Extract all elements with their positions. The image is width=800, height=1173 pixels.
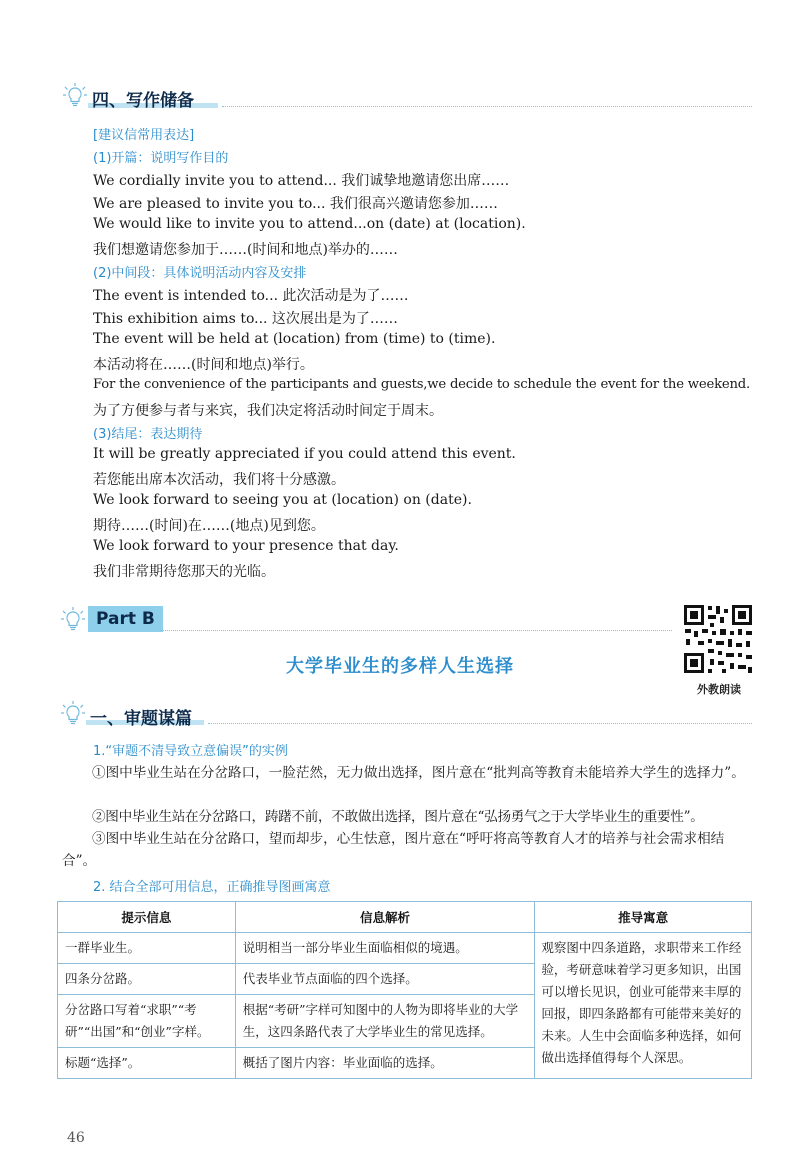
analysis-cell: 代表毕业节点面临的四个选择。 bbox=[235, 964, 535, 995]
dotted-divider bbox=[222, 106, 752, 107]
hint-cell: 四条分岔路。 bbox=[58, 964, 236, 995]
part-b-label: Part B bbox=[88, 606, 163, 632]
hint-cell: 分岔路口写着“求职”“考研”“出国”和“创业”字样。 bbox=[58, 995, 236, 1048]
conclusion-cell: 观察图中四条道路，求职带来工作经验，考研意味着学习更多知识，出国可以增长见识，创业可能带来丰厚的回报，即四条路都有可能带来美好的未来。人生中会面临多种选择，如何做出选择值得每个人深思。 bbox=[535, 933, 752, 1079]
expression-line: 我们非常期待您那天的光临。 bbox=[93, 564, 275, 580]
suggestion-header: [建议信常用表达] bbox=[93, 128, 195, 143]
expression-line: The event will be held at (location) from (time) to (time). bbox=[93, 331, 496, 347]
expression-line: For the convenience of the participants and guests,we decide to schedule the event for the weekend. bbox=[93, 377, 751, 392]
subheading-2: 2. 结合全部可用信息，正确推导图画寓意 bbox=[93, 880, 331, 895]
section-title-writing-prep: 四、写作储备 bbox=[92, 91, 194, 111]
expression-line: 期待……(时间)在……(地点)见到您。 bbox=[93, 518, 325, 534]
expression-line: We are pleased to invite you to... 我们很高兴邀请您参加…… bbox=[93, 196, 498, 212]
subheading-1: 1.“审题不清导致立意偏误”的实例 bbox=[93, 744, 288, 759]
dotted-divider bbox=[208, 723, 752, 724]
column-header: 提示信息 bbox=[58, 902, 236, 933]
expression-line: 我们想邀请您参加于……(时间和地点)举办的…… bbox=[93, 242, 398, 258]
expression-line: It will be greatly appreciated if you could attend this event. bbox=[93, 446, 516, 462]
expression-line: We look forward to seeing you at (location) on (date). bbox=[93, 492, 472, 508]
table-row bbox=[58, 933, 752, 964]
expression-line: 本活动将在……(时间和地点)举行。 bbox=[93, 357, 314, 373]
hint-cell: 一群毕业生。 bbox=[58, 933, 236, 964]
middle-header: (2)中间段：具体说明活动内容及安排 bbox=[93, 266, 307, 281]
example-paragraph: ①图中毕业生站在分岔路口，一脸茫然，无力做出选择，图片意在“批判高等教育未能培养大学生的选择力”。 bbox=[92, 765, 745, 781]
inference-table bbox=[57, 901, 752, 1079]
part-b-title: 大学毕业生的多样人生选择 bbox=[286, 656, 514, 677]
expression-line: We would like to invite you to attend...on (date) at (location). bbox=[93, 216, 526, 232]
expression-line: We cordially invite you to attend... 我们诚挚地邀请您出席…… bbox=[93, 173, 510, 189]
expression-line: 为了方便参与者与来宾，我们决定将活动时间定于周末。 bbox=[93, 403, 443, 419]
opening-header: (1)开篇：说明写作目的 bbox=[93, 151, 229, 166]
column-header: 信息解析 bbox=[235, 902, 535, 933]
expression-line: The event is intended to... 此次活动是为了…… bbox=[93, 288, 409, 304]
lightbulb-icon bbox=[62, 82, 88, 108]
dotted-divider bbox=[160, 630, 672, 631]
lightbulb-icon bbox=[60, 700, 86, 726]
analysis-cell: 说明相当一部分毕业生面临相似的境遇。 bbox=[235, 933, 535, 964]
analysis-cell: 概括了图片内容：毕业面临的选择。 bbox=[235, 1048, 535, 1079]
ending-header: (3)结尾：表达期待 bbox=[93, 427, 203, 442]
qr-caption: 外教朗读 bbox=[697, 683, 741, 696]
lightbulb-icon bbox=[60, 606, 86, 632]
example-paragraph: ②图中毕业生站在分岔路口，踌躇不前，不敢做出选择，图片意在“弘扬勇气之于大学毕业生的重要性”。 bbox=[92, 809, 704, 825]
column-header: 推导寓意 bbox=[535, 902, 752, 933]
hint-cell: 标题“选择”。 bbox=[58, 1048, 236, 1079]
qr-code-icon[interactable] bbox=[682, 603, 754, 675]
expression-line: This exhibition aims to... 这次展出是为了…… bbox=[93, 311, 398, 327]
analysis-cell: 根据“考研”字样可知图中的人物为即将毕业的大学生，这四条路代表了大学毕业生的常见选择。 bbox=[235, 995, 535, 1048]
expression-line: We look forward to your presence that day. bbox=[93, 538, 399, 554]
page-number: 46 bbox=[67, 1130, 85, 1146]
section-title-analysis: 一、审题谋篇 bbox=[90, 709, 192, 729]
expression-line: 若您能出席本次活动，我们将十分感激。 bbox=[93, 472, 345, 488]
table-header-row bbox=[58, 902, 752, 933]
example-paragraph: ③图中毕业生站在分岔路口，望而却步，心生怯意，图片意在“呼吁将高等教育人才的培养与社会需求相结合”。 bbox=[62, 831, 725, 869]
